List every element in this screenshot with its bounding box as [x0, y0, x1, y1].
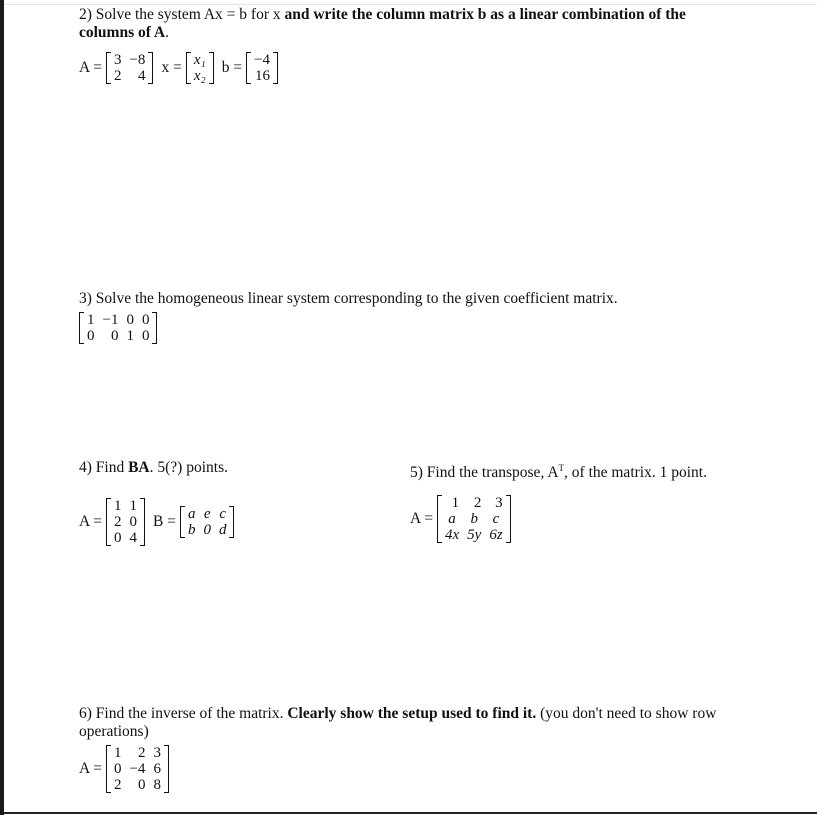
q2-b-label: b =	[221, 59, 243, 76]
matrix-table	[110, 745, 165, 793]
question-2	[79, 6, 686, 42]
matrix-cell: 0	[126, 312, 134, 328]
q5-a-label: A =	[410, 510, 433, 527]
matrix-cell: 6	[153, 761, 161, 777]
matrix-row	[110, 498, 141, 514]
q5-prefix: 5) Find the transpose, A	[410, 464, 559, 482]
matrix-cell: 2	[137, 745, 146, 761]
matrix-table	[190, 52, 210, 84]
matrix-row	[184, 506, 231, 522]
matrix-cell: 0	[141, 328, 150, 344]
q4-bold: BA	[128, 459, 150, 476]
matrix-cell: c	[492, 511, 500, 527]
matrix-cell: 0	[113, 761, 122, 777]
q2-vector-b	[246, 52, 278, 84]
matrix-row	[110, 52, 149, 68]
q6-suffix: (you don't need to show row	[536, 705, 717, 722]
matrix-row	[83, 328, 153, 344]
q6-line2: operations)	[79, 723, 149, 740]
q4-prefix: 4) Find	[79, 459, 129, 476]
q5-text	[410, 459, 707, 482]
q6-a-label: A =	[79, 760, 102, 777]
matrix-cell: a	[448, 511, 456, 527]
matrix-row	[110, 745, 165, 761]
q2-vector-x	[186, 52, 214, 84]
matrix-row	[83, 312, 153, 328]
matrix-table	[110, 498, 141, 546]
matrix-cell: 6z	[489, 527, 503, 543]
q4-suffix: . 5(?) points.	[149, 459, 228, 476]
matrix-cell: 0	[203, 522, 211, 538]
matrix-row	[110, 761, 165, 777]
matrix-cell: 0	[141, 312, 150, 328]
matrix-cell: 2	[473, 495, 482, 511]
top-divider	[4, 4, 817, 5]
matrix-cell: −4	[254, 52, 271, 68]
matrix-cell: a	[187, 506, 196, 522]
matrix-table	[250, 52, 274, 84]
matrix-cell: −8	[129, 52, 146, 68]
q6-matrix-a	[106, 745, 169, 793]
left-border	[0, 0, 4, 815]
q4-b-label: B =	[152, 513, 176, 530]
matrix-cell: 1	[87, 312, 95, 328]
matrix-row	[441, 527, 507, 543]
matrix-row	[441, 511, 507, 527]
q6-equations	[79, 745, 177, 793]
matrix-row	[190, 52, 210, 68]
matrix-row	[110, 68, 149, 84]
q2-prefix: 2) Solve the system Ax = b for x	[79, 6, 285, 23]
matrix-cell: 2	[113, 777, 122, 793]
matrix-row	[110, 777, 165, 793]
matrix-cell: 3	[153, 745, 161, 761]
q2-a-label: A =	[79, 59, 102, 76]
matrix-cell: 0	[110, 328, 119, 344]
matrix-row	[250, 68, 274, 84]
q2-period: .	[165, 24, 169, 41]
matrix-cell: 8	[153, 777, 161, 793]
matrix-row	[250, 52, 274, 68]
matrix-table	[83, 312, 153, 344]
q3-equations	[79, 312, 165, 344]
q2-x-label: x =	[161, 59, 182, 76]
q4-matrix-b	[180, 506, 235, 538]
matrix-cell: 1	[113, 498, 122, 514]
matrix-cell: x₂	[193, 68, 206, 84]
q4-matrix-a	[106, 498, 145, 546]
q2-bold: and write the column matrix b as a linear combination of the	[284, 6, 686, 23]
matrix-cell: b	[187, 522, 196, 538]
matrix-cell: c	[219, 506, 227, 522]
matrix-cell: 3	[495, 495, 503, 511]
q3-text: 3) Solve the homogeneous linear system corresponding to the given coefficient matrix.	[79, 290, 618, 307]
matrix-table	[110, 52, 149, 84]
matrix-row	[110, 530, 141, 546]
matrix-cell: 1	[451, 495, 460, 511]
matrix-cell: 2	[113, 68, 122, 84]
matrix-cell: b	[470, 511, 478, 527]
matrix-table	[184, 506, 231, 538]
q4-equations	[79, 498, 242, 546]
matrix-cell: 2	[113, 514, 122, 530]
matrix-cell: 3	[113, 52, 122, 68]
bottom-divider	[4, 812, 817, 814]
matrix-cell: 5y	[467, 527, 482, 543]
matrix-cell: 16	[255, 68, 271, 84]
matrix-table	[441, 495, 507, 543]
matrix-cell: x₁	[193, 52, 206, 68]
q6-prefix: 6) Find the inverse of the matrix.	[79, 705, 288, 722]
matrix-cell: 4	[137, 68, 146, 84]
matrix-cell: 0	[137, 777, 146, 793]
q6-bold: Clearly show the setup used to find it.	[287, 705, 537, 722]
matrix-cell: −1	[102, 312, 119, 328]
matrix-cell: e	[203, 506, 211, 522]
matrix-cell: 4x	[444, 527, 460, 543]
matrix-cell: 1	[129, 498, 137, 514]
matrix-cell: 4	[129, 530, 137, 546]
q4-a-label: A =	[79, 513, 102, 530]
question-6	[79, 705, 716, 741]
matrix-cell: −4	[129, 761, 146, 777]
q5-equations	[410, 495, 519, 543]
matrix-cell: d	[218, 522, 227, 538]
q2-equations	[79, 52, 286, 84]
matrix-row	[441, 495, 507, 511]
matrix-cell: 1	[113, 745, 122, 761]
matrix-row	[184, 522, 231, 538]
q3-matrix	[79, 312, 157, 344]
q5-matrix-a	[437, 495, 511, 543]
q4-text	[79, 459, 228, 477]
matrix-row	[110, 514, 141, 530]
matrix-cell: 0	[87, 328, 95, 344]
q2-matrix-a	[106, 52, 153, 84]
matrix-cell: 1	[126, 328, 134, 344]
matrix-row	[190, 68, 210, 84]
q5-suffix: , of the matrix. 1 point.	[564, 464, 707, 482]
matrix-cell: 0	[113, 530, 122, 546]
q5-sup: T	[558, 463, 565, 473]
q2-line2: columns of A	[79, 24, 166, 41]
matrix-cell: 0	[129, 514, 137, 530]
